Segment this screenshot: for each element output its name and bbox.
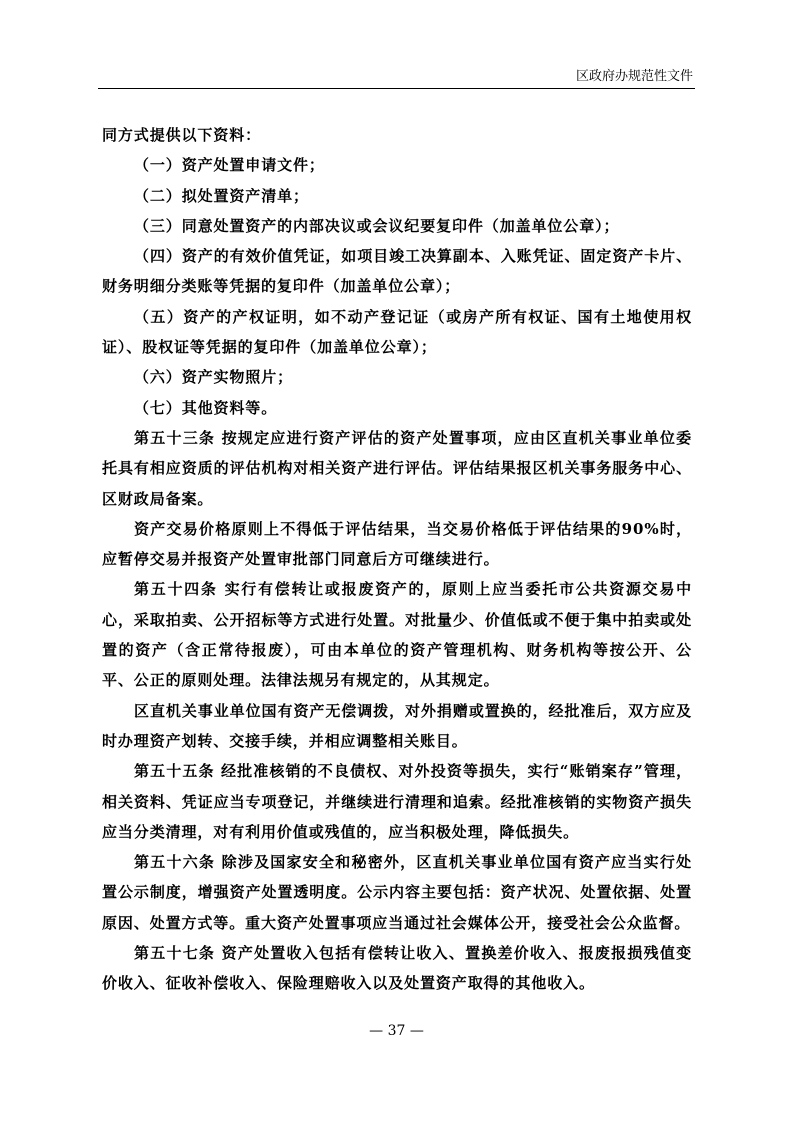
article-54: 第五十四条 实行有偿转让或报废资产的，原则上应当委托市公共资源交易中心，采取拍卖、公开招标等方式进行处置。对批量少、价值低或不便于集中拍卖或处置的资产（含正常待报废），可由本单位的资产管理机构、财务机构等按公开、公平、公正的原则处理。法律法规另有规定的，从其规定。 xyxy=(102,580,692,690)
paragraph: （四）资产的有效价值凭证，如项目竣工决算副本、入账凭证、固定资产卡片、财务明细分类账等凭据的复印件（加盖单位公章）； xyxy=(102,247,692,296)
paragraph: （六）资产实物照片； xyxy=(134,368,294,387)
paragraph: （七）其他资料等。 xyxy=(134,398,278,417)
paragraph: 同方式提供以下资料： xyxy=(102,126,262,144)
article-55: 第五十五条 经批准核销的不良债权、对外投资等损失，实行“账销案存”管理，相关资料、凭证应当专项登记，并继续进行清理和追索。经批准核销的实物资产损失应当分类清理，对有利用价值或残值的，应当积极处理，降低损失。 xyxy=(102,762,692,841)
running-header-text: 区政府办规范性文件 xyxy=(575,69,693,84)
running-header xyxy=(98,70,695,89)
paragraph: （二）拟处置资产清单； xyxy=(134,186,309,205)
paragraph: （三）同意处置资产的内部决议或会议纪要复印件（加盖单位公章）； xyxy=(134,216,620,235)
paragraph: 区直机关事业单位国有资产无偿调拨，对外捐赠或置换的，经批准后，双方应及时办理资产划转、交接手续，并相应调整相关账目。 xyxy=(102,701,692,750)
article-56: 第五十六条 除涉及国家安全和秘密外，区直机关事业单位国有资产应当实行处置公示制度，增强资产处置透明度。公示内容主要包括：资产状况、处置依据、处置原因、处置方式等。重大资产处置事项应当通过社会媒体公开，接受社会公众监督。 xyxy=(102,853,692,932)
article-57: 第五十七条 资产处置收入包括有偿转让收入、置换差价收入、报废报损残值变价收入、征收补偿收入、保险理赔收入以及处置资产取得的其他收入。 xyxy=(102,944,692,993)
paragraph: （一）资产处置申请文件； xyxy=(134,156,325,175)
page-number: — 37 — xyxy=(369,1023,424,1039)
paragraph: （五）资产的产权证明，如不动产登记证（或房产所有权证、国有土地使用权证）、股权证等凭据的复印件（加盖单位公章）； xyxy=(102,307,692,357)
article-53: 第五十三条 按规定应进行资产评估的资产处置事项，应由区直机关事业单位委托具有相应资质的评估机构对相关资产进行评估。评估结果报区机关事务服务中心、区财政局备案。 xyxy=(102,428,692,508)
paragraph: 资产交易价格原则上不得低于评估结果，当交易价格低于评估结果的90%时，应暂停交易并报资产处置审批部门同意后方可继续进行。 xyxy=(102,519,692,569)
document-body xyxy=(102,120,692,999)
